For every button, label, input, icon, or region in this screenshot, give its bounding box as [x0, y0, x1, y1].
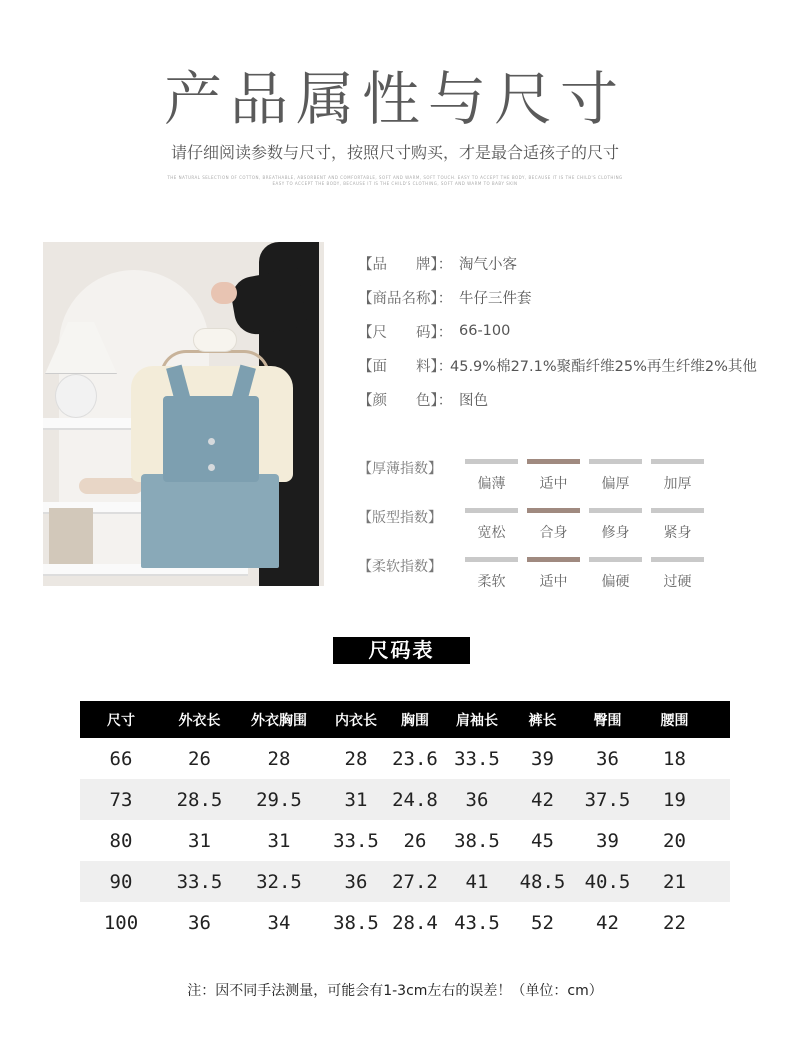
table-cell: 90	[80, 861, 162, 902]
table-cell: 22	[663, 911, 686, 934]
index-bar	[589, 508, 642, 513]
column-header: 腰围	[645, 701, 704, 738]
column-header-spacer	[704, 701, 730, 738]
column-header: 外衣胸围	[237, 701, 321, 738]
table-cell: 48.5	[515, 861, 570, 902]
table-cell-spacer	[704, 779, 730, 820]
table-cell: 42	[515, 779, 570, 820]
table-cell: 36	[596, 747, 619, 770]
table-cell: 19	[645, 779, 704, 820]
table-cell: 23.6	[392, 747, 438, 770]
table-cell: 39	[596, 829, 619, 852]
index-option	[589, 508, 642, 542]
table-header-row	[80, 701, 730, 738]
table-cell: 41	[439, 861, 515, 902]
attribute-value: 淘气小客	[459, 256, 517, 273]
vest-button	[208, 464, 215, 471]
table-cell: 33.5	[333, 829, 379, 852]
size-chart-heading: 尺码表	[333, 637, 470, 664]
table-cell: 32.5	[237, 861, 321, 902]
table-cell: 28	[267, 747, 291, 770]
index-bar	[651, 557, 704, 562]
table-cell: 31	[267, 829, 291, 852]
index-bar	[589, 557, 642, 562]
measurement-note: 注：因不同手法测量，可能会有1-3cm左右的误差！（单位：cm）	[187, 983, 603, 999]
index-bar	[465, 508, 518, 513]
attribute-label: 【颜 色】：	[358, 392, 453, 409]
index-option	[465, 557, 518, 591]
attribute-label: 【品 牌】：	[358, 256, 453, 273]
table-row	[80, 820, 730, 861]
table-cell: 26	[403, 829, 427, 852]
table-cell: 37.5	[570, 779, 645, 820]
index-option-label: 过硬	[663, 574, 692, 590]
table-cell: 52	[531, 911, 554, 934]
index-option-label: 紧身	[663, 525, 692, 541]
fit-indices	[358, 454, 790, 601]
fine-print	[0, 175, 790, 187]
table-cell: 33.5	[454, 747, 500, 770]
index-row-fit	[358, 503, 790, 552]
index-option	[589, 459, 642, 493]
table-cell: 43.5	[454, 911, 500, 934]
table-cell: 28.5	[162, 779, 237, 820]
table-row	[80, 902, 730, 943]
table-cell: 28	[344, 747, 368, 770]
table-cell-spacer	[704, 820, 730, 861]
index-label: 【版型指数】	[358, 510, 442, 526]
attribute-row-name	[358, 280, 790, 314]
table-cell: 66	[109, 747, 133, 770]
index-option	[527, 508, 580, 542]
column-header: 内衣长	[321, 701, 391, 738]
attribute-row-color	[358, 382, 790, 416]
table-cell-spacer	[704, 861, 730, 902]
attribute-value: 图色	[459, 392, 488, 409]
attribute-value: 66-100	[459, 323, 511, 339]
index-option-label: 偏薄	[477, 476, 506, 492]
index-option	[651, 459, 704, 493]
index-bar	[465, 459, 518, 464]
attribute-value: 牛仔三件套	[459, 290, 532, 307]
table-cell: 73	[80, 779, 162, 820]
table-cell: 36	[188, 911, 211, 934]
index-option	[651, 557, 704, 591]
table-cell: 33.5	[162, 861, 237, 902]
table-cell: 21	[645, 861, 704, 902]
table-cell: 28.4	[392, 911, 438, 934]
attribute-row-size	[358, 314, 790, 348]
index-option-label: 偏厚	[601, 476, 630, 492]
attribute-row-brand	[358, 246, 790, 280]
column-header: 裤长	[515, 701, 570, 738]
index-row-softness	[358, 552, 790, 601]
table-cell-spacer	[704, 738, 730, 779]
index-bar	[589, 459, 642, 464]
table-row	[80, 779, 730, 820]
attribute-value: 45.9%棉27.1%聚酯纤维25%再生纤维2%其他	[450, 358, 757, 375]
table-cell: 31	[188, 829, 211, 852]
index-option	[651, 508, 704, 542]
index-label: 【柔软指数】	[358, 559, 442, 575]
fine-print-line: THE NATURAL SELECTION OF COTTON, BREATHABLE, ABSORBENT AND COMFORTABLE, SOFT AND WARM, SOFT TOUCH. EASY TO ACCEPT THE BODY, BECAUSE IT IS THE CHILD'S CLOTHING	[167, 175, 623, 180]
index-option-label: 偏硬	[601, 574, 630, 590]
index-bar-selected	[527, 459, 580, 464]
table-cell: 29.5	[237, 779, 321, 820]
denim-pants	[141, 474, 279, 568]
book	[49, 508, 93, 564]
attribute-label: 【商品名称】：	[358, 290, 453, 307]
table-cell: 40.5	[570, 861, 645, 902]
product-attributes	[358, 246, 790, 416]
table-cell-spacer	[704, 902, 730, 943]
table-cell: 38.5	[454, 829, 500, 852]
column-header: 臀围	[570, 701, 645, 738]
index-label: 【厚薄指数】	[358, 461, 442, 477]
index-option	[527, 557, 580, 591]
index-option-label: 宽松	[477, 525, 506, 541]
attribute-label: 【尺 码】：	[358, 324, 453, 341]
lamp-base	[55, 374, 97, 418]
hand	[211, 282, 237, 304]
table-cell: 31	[321, 779, 391, 820]
index-option	[527, 459, 580, 493]
page-subtitle: 请仔细阅读参数与尺寸，按照尺寸购买，才是最合适孩子的尺寸	[170, 143, 619, 162]
index-option	[465, 508, 518, 542]
index-row-thickness	[358, 454, 790, 503]
table-cell: 42	[596, 911, 619, 934]
index-option-label: 修身	[601, 525, 630, 541]
table-cell: 34	[267, 911, 291, 934]
table-cell: 39	[531, 747, 554, 770]
column-header: 外衣长	[162, 701, 237, 738]
table-cell: 20	[663, 829, 686, 852]
table-cell: 38.5	[333, 911, 379, 934]
index-bar-selected	[527, 508, 580, 513]
table-cell: 45	[531, 829, 554, 852]
index-bar-selected	[527, 557, 580, 562]
index-option-label: 柔软	[477, 574, 506, 590]
index-bar	[651, 459, 704, 464]
column-header: 胸围	[391, 701, 439, 738]
table-cell: 24.8	[391, 779, 439, 820]
vest-button	[208, 438, 215, 445]
column-header: 肩袖长	[439, 701, 515, 738]
table-cell: 36	[321, 861, 391, 902]
sleeve-forearm	[228, 268, 307, 337]
fine-print-line: EASY TO ACCEPT THE BODY, BECAUSE IT IS THE CHILD'S CLOTHING, SOFT AND WARM TO BABY SKIN	[272, 181, 518, 186]
index-option	[465, 459, 518, 493]
page-title: 产品属性与尺寸	[163, 65, 626, 133]
table-cell: 26	[188, 747, 211, 770]
table-row	[80, 738, 730, 779]
table-cell: 27.2	[391, 861, 439, 902]
index-bar	[651, 508, 704, 513]
table-cell: 36	[439, 779, 515, 820]
index-option-label: 适中	[539, 574, 568, 590]
index-option-label: 合身	[539, 525, 568, 541]
index-bar	[465, 557, 518, 562]
index-option-label: 适中	[539, 476, 568, 492]
hair-bow	[193, 328, 237, 352]
column-header: 尺寸	[80, 701, 162, 738]
index-option-label: 加厚	[663, 476, 692, 492]
attribute-row-fabric	[358, 348, 790, 382]
size-table	[80, 701, 730, 943]
table-cell: 18	[663, 747, 686, 770]
product-photo	[43, 242, 324, 586]
attribute-label: 【面 料】：	[358, 358, 453, 375]
table-cell: 80	[109, 829, 133, 852]
table-cell: 100	[103, 911, 139, 934]
table-row	[80, 861, 730, 902]
index-option	[589, 557, 642, 591]
